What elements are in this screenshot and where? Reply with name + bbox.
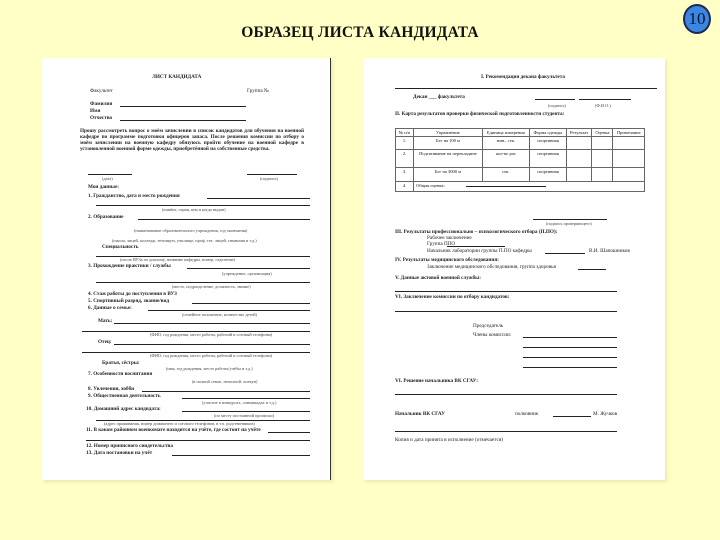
table-cell — [613, 150, 645, 168]
dean-name-field — [579, 99, 631, 100]
member-field — [523, 357, 617, 358]
mother-field — [114, 323, 310, 324]
psych-line: Рабочее заключение — [427, 235, 472, 241]
lab-head-signature-field — [545, 253, 585, 254]
table-cell: 2. — [396, 150, 414, 168]
table-cell — [613, 137, 645, 150]
table-row — [396, 182, 645, 192]
table-cell: Бег на 3000 м — [414, 168, 483, 182]
item-num: 5. — [88, 298, 92, 304]
item-num: 11. — [86, 427, 93, 433]
table-header: Единица измерения — [482, 129, 529, 137]
member-field — [523, 337, 617, 338]
table-header: Упражнение — [414, 129, 483, 137]
sheet-heading: ЛИСТ КАНДИДАТА — [152, 74, 202, 80]
item-label: Данные о семье: — [93, 305, 132, 311]
table-row — [396, 168, 645, 182]
item-num: 4. — [88, 291, 92, 297]
item-label: Особенности воспитания — [93, 371, 153, 377]
table-cell: мин., сек. — [482, 137, 529, 150]
dean-recommendation-field — [395, 88, 657, 89]
item-caption: (в полной семье, неполной, опекун) — [192, 379, 258, 384]
item-num: 3. — [88, 263, 92, 269]
section-5-title: V. Данные актовой военной службы: — [395, 275, 481, 281]
colonel-label: полковник — [515, 411, 539, 417]
footer-line: Копия и дата принята в исполнение (отмечается) — [395, 437, 503, 443]
table-header-row — [396, 129, 645, 137]
item-11-field — [268, 432, 310, 433]
table-row — [396, 150, 645, 168]
item-num: 7. — [88, 371, 92, 377]
item-3-field — [187, 268, 310, 269]
head-name: М. Жучков — [593, 411, 618, 417]
item-caption: (ФИО, год рождения, место работы, рабочий и сотовый телефоны) — [150, 353, 273, 358]
item-num: 8. — [88, 386, 92, 392]
signature-field — [247, 174, 297, 175]
total-score-field — [466, 186, 546, 187]
item-1-field-2 — [96, 205, 310, 206]
item-label: Образование — [93, 214, 124, 220]
table-row — [396, 137, 645, 150]
surname-field — [120, 106, 246, 107]
table-header: Примечание — [613, 129, 645, 137]
table-cell — [592, 137, 613, 150]
page-number-badge: 10 — [683, 4, 711, 34]
item-caption: (ФИО, год рождения, место работы, рабочий и сотовый телефоны) — [150, 332, 273, 337]
patronymic-field — [120, 120, 246, 121]
item-num: 6. — [88, 305, 92, 311]
section-2-title: II. Карта результатов проверки физической подготовленности студента: — [395, 111, 565, 117]
table-cell: 3. — [396, 168, 414, 182]
item-11-field-2 — [86, 440, 310, 441]
date-field — [88, 174, 132, 175]
section-4-title: IV. Результаты медицинского обследования: — [395, 257, 499, 263]
item-9-field — [182, 398, 310, 399]
item-label: Домашний адрес кандидата: — [93, 406, 161, 412]
table-cell: 1. — [396, 137, 414, 150]
item-num: 10. — [86, 406, 93, 412]
section-1-title: I. Рекомендация декана факультета — [481, 74, 565, 80]
item-caption: (школа, лицей, колледж, техникум, училище, проф. тех. лицей, гимназия и т.д.) — [112, 238, 257, 243]
table-cell — [592, 168, 613, 182]
item-num: 2. — [88, 214, 92, 220]
table-cell: Подтягивание на перекладине — [414, 150, 483, 168]
item-label: Дата постановки на учёт — [93, 450, 153, 456]
name-label: Имя — [90, 108, 101, 114]
mother-label: Мать: — [98, 318, 113, 324]
item-label: Увлечения, хобби — [93, 386, 135, 392]
item-num: 12. — [86, 443, 93, 449]
father-field — [114, 344, 310, 345]
item-1-field — [207, 198, 310, 199]
table-cell: сек. — [482, 168, 529, 182]
head-label: Начальник ВК СГАУ — [395, 411, 445, 417]
item-caption: (по месту постоянной прописки) — [214, 413, 275, 418]
commission-page — [363, 58, 665, 480]
father-label: Отец: — [98, 339, 112, 345]
total-score-label: Общая оценка: — [416, 183, 445, 188]
item-num: 1. — [88, 193, 92, 199]
section-6-title: VI. Заключение комиссии по отбору кандидатов: — [395, 294, 510, 300]
faculty-label: Факультет — [90, 88, 113, 94]
item-8-field — [142, 391, 310, 392]
candidate-sheet-page — [42, 58, 331, 480]
item-caption: (наименование образовательного учреждения, год окончания) — [134, 228, 248, 233]
footer-field — [395, 431, 617, 432]
table-cell — [592, 150, 613, 168]
group-label: Группа № — [247, 88, 269, 94]
section-6-field — [395, 311, 617, 312]
item-caption: (участие в конкурсах, олимпиадах и т.д.) — [202, 400, 277, 405]
item-label: Спортивный разряд, звание/вид — [93, 298, 170, 304]
chairman-label: Председатель — [473, 323, 504, 329]
dean-line: Декан ___ факультета — [413, 94, 465, 100]
request-text: Прошу рассмотреть вопрос о моём зачислении в список кандидатов для обучения на военной кафедре по программе подготовки офицеров запаса. После решения комиссии по отбору о моём зачислении на военную кафедру обязуюсь пройти обучение на военной кафедре в установленной военной форме одежды, приобретённой на собственные средства. — [80, 128, 304, 152]
address-field — [182, 411, 310, 412]
item-caption: (number, серия, кем и когда выдан) — [162, 207, 226, 212]
med-line: Заключение медицинского обследования, группа здоровья — [427, 264, 556, 270]
table-cell — [566, 168, 591, 182]
head-signature-field — [553, 416, 591, 417]
table-cell — [566, 150, 591, 168]
ppo-group-field — [447, 246, 505, 247]
signature-caption: (подпись) — [260, 176, 278, 181]
surname-label: Фамилия — [90, 101, 113, 107]
section-3-title: III. Результаты профессионально – психологического отбора (П.ПО): — [395, 229, 558, 235]
table-header: Форма одежды — [529, 129, 566, 137]
item-5-field — [192, 303, 310, 304]
item-caption: (после ВУЗа по диплому, название кафедры, номер, отделение) — [120, 257, 236, 262]
item-caption: (адрес проживания, номер домашнего и сотового телефонов, в т.ч. родственников) — [104, 421, 255, 426]
table-header: Оценка — [592, 129, 613, 137]
dean-signature-field — [535, 99, 575, 100]
psych-line: Начальник лаборатории группы П.ПО кафедры — [427, 248, 532, 254]
table-cell — [414, 182, 645, 192]
siblings-label: Братья, сёстры: — [102, 360, 140, 366]
item-num: 13. — [86, 450, 93, 456]
item-label: Стаж работы до поступления в ВУЗ — [93, 291, 177, 297]
item-caption: (семейное положение, количество детей) — [182, 312, 257, 317]
psych-line: В.И. Шапошников — [589, 248, 630, 254]
table-cell — [566, 137, 591, 150]
item-label: В каком районном военкомате находится на учёте, где состоит на учёте — [93, 427, 261, 433]
date-caption: (дата) — [102, 176, 113, 181]
table-cell: Бег на 100 м — [414, 137, 483, 150]
checker-caption: (подпись проверяющего) — [546, 221, 592, 226]
item-label: Специальность — [102, 244, 139, 250]
table-cell — [613, 168, 645, 182]
table-cell: спортивная — [529, 137, 566, 150]
about-me-label: Мои данные: — [88, 184, 119, 190]
patronymic-label: Отчество — [90, 115, 113, 121]
member-field — [523, 367, 617, 368]
item-label: Номер приписного свидетельства — [93, 443, 173, 449]
dean-caption: (подпись) — [548, 103, 566, 108]
section-5-field — [395, 291, 617, 292]
item-13-field — [172, 455, 310, 456]
member-field — [523, 347, 617, 348]
table-header: № п/п — [396, 129, 414, 137]
checker-signature-field — [533, 219, 607, 220]
item-3-field-2 — [96, 282, 310, 283]
table-cell: спортивная — [529, 168, 566, 182]
dean-caption: (Ф.И.О.) — [595, 103, 611, 108]
item-label: Гражданство, дата и место рождения — [93, 193, 180, 199]
table-header: Результат — [566, 129, 591, 137]
table-cell: спортивная — [529, 150, 566, 168]
members-label: Члены комиссии: — [473, 332, 512, 338]
item-num: 9. — [88, 393, 92, 399]
section-7-title: VI. Решение начальника ВК СГАУ: — [395, 378, 479, 384]
item-label: Прохождение практики / службы — [93, 263, 171, 269]
table-cell: 4. — [396, 182, 414, 192]
psych-line: Группа ППО — [427, 241, 456, 247]
fitness-table — [395, 128, 645, 192]
table-cell: кол-во раз — [482, 150, 529, 168]
health-group-field — [578, 269, 606, 270]
item-6-field — [148, 310, 310, 311]
slide-title: ОБРАЗЕЦ ЛИСТА КАНДИДАТА — [241, 24, 479, 41]
item-caption: (имя, год рождения, место работы/учёбы и т.д.) — [166, 366, 253, 371]
section-7-field — [395, 394, 617, 395]
item-caption: (место, подразделение, должность, звание) — [172, 284, 251, 289]
item-caption: (учреждение, организация) — [222, 271, 272, 276]
item-2-field — [138, 219, 310, 220]
item-label: Общественная деятельность — [93, 393, 161, 399]
